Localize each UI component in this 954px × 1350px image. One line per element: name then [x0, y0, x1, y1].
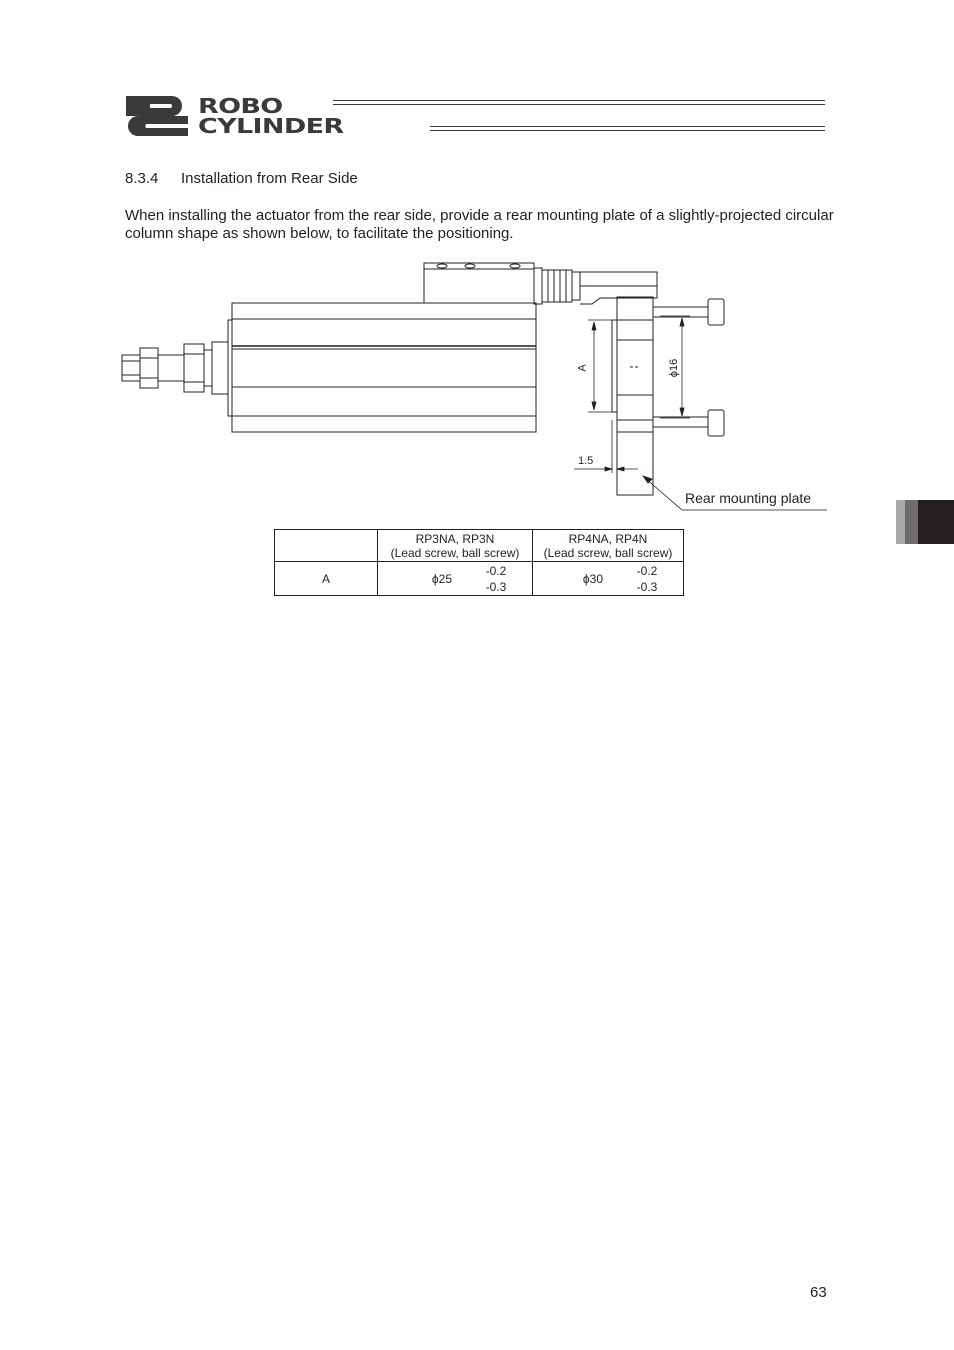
logo-cylinder: CYLINDER	[198, 114, 344, 138]
rc-logo-icon	[124, 94, 190, 138]
header-rule-bottom-2	[430, 130, 825, 131]
table-header-rp3-sub: (Lead screw, ball screw)	[390, 545, 520, 560]
section-heading	[125, 170, 358, 187]
table-rp3-value: ϕ25	[378, 562, 457, 596]
actuator-body	[232, 303, 536, 432]
page-number: 63	[810, 1284, 827, 1301]
table-header-rp3-model: RP3NA, RP3N	[415, 531, 495, 546]
header-rule-top-2	[333, 104, 825, 105]
table-corner-cell	[275, 530, 378, 562]
chapter-tab-gray	[896, 500, 918, 544]
connector-housing	[424, 263, 534, 303]
table-rp4-tol-upper: -0.2	[636, 563, 658, 578]
dimension-table	[274, 529, 684, 596]
logo-robo: ROBO	[198, 94, 283, 118]
body-paragraph: When installing the actuator from the rear side, provide a rear mounting plate of a slightly-projected circular column shape as shown below, to facilitate the positioning.	[125, 207, 834, 242]
rod-end	[122, 320, 232, 416]
section-number: 8.3.4	[125, 170, 159, 187]
table-rp4-value: ϕ30	[533, 562, 608, 596]
header-rule-top-1	[333, 100, 825, 101]
section-title: Installation from Rear Side	[181, 170, 358, 187]
dimension-a	[588, 320, 612, 412]
table-row-label: A	[275, 562, 378, 596]
table-rp4-tol-lower: -0.3	[636, 579, 658, 594]
dimension-a-label: A	[576, 364, 589, 372]
table-header-row	[275, 530, 684, 562]
header-rule-bottom-1	[430, 126, 825, 127]
callout-label: Rear mounting plate	[685, 490, 812, 506]
rear-mounting-plate	[612, 297, 724, 495]
table-header-rp4-model: RP4NA, RP4N	[568, 531, 648, 546]
table-header-rp4	[533, 530, 684, 562]
table-rp4-tolerance	[607, 562, 684, 596]
table-rp3-tol-lower: -0.3	[485, 579, 507, 594]
cable-gland	[534, 268, 657, 304]
table-header-rp4-sub: (Lead screw, ball screw)	[543, 545, 673, 560]
table-row	[275, 562, 684, 596]
dimension-phi16-label: ϕ16	[668, 358, 681, 378]
chapter-tab-dark	[918, 500, 954, 544]
table-rp3-tolerance	[456, 562, 533, 596]
table-header-rp3	[378, 530, 533, 562]
installation-drawing	[110, 255, 840, 515]
table-rp3-tol-upper: -0.2	[485, 563, 507, 578]
dimension-1-5-label: 1.5	[578, 455, 594, 467]
